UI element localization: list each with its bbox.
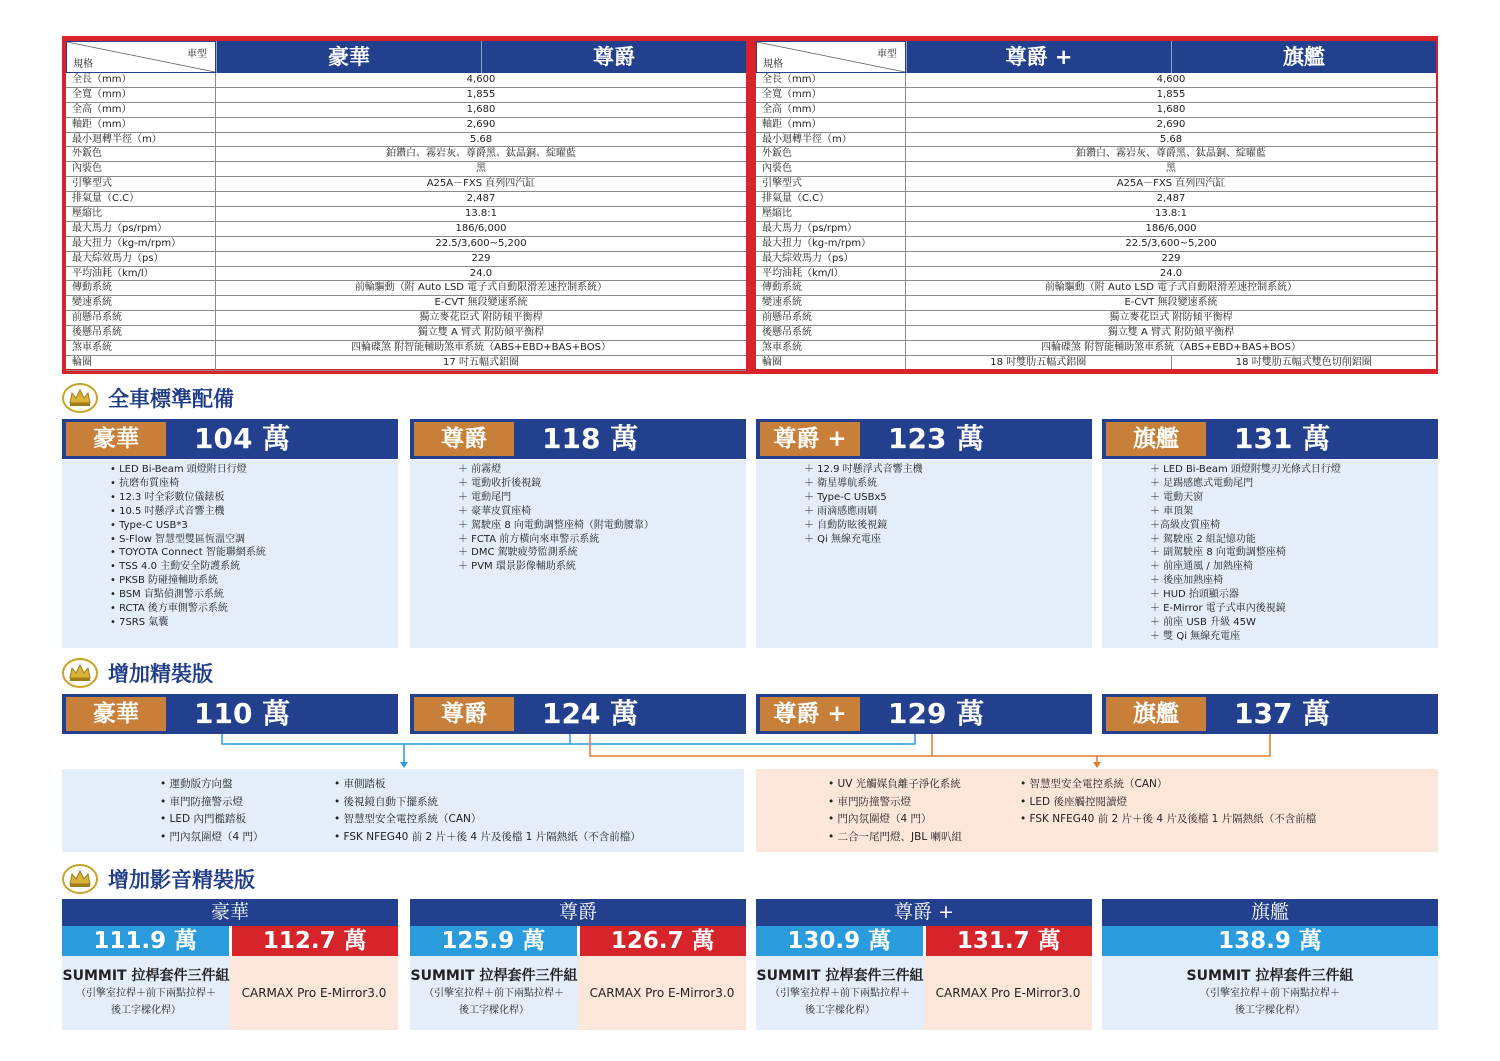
feature-item: ＋ 前霧燈 [458, 464, 502, 475]
spec-rows [66, 73, 746, 371]
av-package-card [1102, 899, 1438, 1030]
model-heading: 尊爵 + [906, 41, 1171, 73]
spec-value: 1,680 [466, 103, 496, 115]
summit-kit [410, 956, 578, 1030]
spec-row [66, 237, 746, 252]
spec-value: A25A－FXS 直列四汽缸 [1116, 178, 1226, 190]
grade-tab: 尊爵 + [760, 697, 860, 731]
crown-icon [62, 864, 98, 894]
summit-kit-line: 後工字樑化桿） [111, 1005, 181, 1016]
spec-table-right [756, 41, 1436, 369]
feature-item: • TSS 4.0 主動安全防護系統 [110, 561, 241, 573]
carmax-label: CARMAX Pro E-Mirror3.0 [578, 956, 746, 1030]
spec-value: 22.5/3,600~5,200 [435, 237, 527, 249]
spec-value: 獨立雙 A 臂式 附防傾平衡桿 [1107, 327, 1235, 339]
feature-item: ＋ 雙 Qi 無線充電座 [1150, 630, 1241, 642]
summit-kit-title: SUMMIT 拉桿套件三件組 [1186, 968, 1354, 984]
feature-item: • S-Flow 智慧型雙區恆溫空調 [110, 533, 246, 545]
spec-row [66, 207, 746, 222]
spec-key: 壓縮比 [756, 207, 906, 221]
grade-tab: 旗艦 [1106, 422, 1206, 456]
feature-item: ＋ HUD 抬頭顯示器 [1150, 589, 1239, 601]
spec-value: 5.68 [469, 133, 493, 145]
feature-item: • TOYOTA Connect 智能聯網系統 [110, 547, 266, 559]
av-price-summit: 130.9 萬 [756, 926, 926, 956]
av-package-card [62, 899, 398, 1030]
section-title-av [62, 864, 255, 894]
spec-value: 1,680 [1156, 103, 1186, 115]
feature-item: ＋ 前座 USB 升級 45W [1150, 616, 1256, 628]
av-package-card [756, 899, 1092, 1030]
grade-tab: 旗艦 [1106, 697, 1206, 731]
feature-item: ＋ 電動天窗 [1150, 491, 1204, 503]
spec-row [756, 177, 1436, 192]
upgrade-item: • 門內氛圍燈（4 門） [160, 830, 264, 843]
section-title-upgrade [62, 658, 213, 688]
spec-key: 全長（mm） [756, 73, 906, 87]
crown-icon [62, 658, 98, 688]
summit-kit-line: 後工字樑化桿） [805, 1005, 875, 1016]
upgrade-item: • LED 後座觸控閱讀燈 [1020, 795, 1127, 808]
summit-kit [756, 956, 924, 1030]
feature-item: ＋高級皮質座椅 [1150, 519, 1220, 531]
spec-row [756, 311, 1436, 326]
spec-value: 黑 [1166, 163, 1176, 175]
spec-value: 前輪驅動（附 Auto LSD 電子式自動限滑差速控制系統） [1044, 282, 1298, 294]
price-label: 131 萬 [1234, 422, 1331, 455]
feature-item: • 抗磨布質座椅 [110, 477, 180, 489]
feature-item: ＋ 電動收折後視鏡 [458, 477, 542, 489]
price-bar [410, 694, 746, 734]
price-bar [1102, 419, 1438, 459]
spec-row [66, 356, 746, 371]
price-label: 123 萬 [888, 422, 985, 455]
upgrade-list [160, 776, 264, 846]
feature-item: ＋ LED Bi-Beam 頭燈附雙刃光條式日行燈 [1150, 464, 1341, 475]
spec-value: 24.0 [469, 267, 493, 279]
spec-value: E-CVT 無段變速系統 [434, 297, 528, 309]
spec-key: 最大馬力（ps/rpm） [756, 222, 906, 236]
spec-key: 後懸吊系統 [756, 326, 906, 340]
feature-item: ＋ PVM 環景影像輔助系統 [458, 561, 576, 573]
feature-item: ＋ 車頂架 [1150, 505, 1194, 517]
spec-key: 引擎型式 [66, 177, 216, 191]
feature-item: ＋ 後座加熱座椅 [1150, 575, 1224, 587]
spec-key: 軸距（mm） [66, 118, 216, 132]
grade-tab: 尊爵 [414, 422, 514, 456]
spec-key: 最大綜效馬力（ps） [66, 252, 216, 266]
spec-value: 4,600 [466, 74, 496, 85]
feature-item: ＋ 衛星導航系統 [804, 477, 878, 489]
summit-kit-line: 後工字樑化桿） [1235, 1005, 1305, 1016]
av-package-card [410, 899, 746, 1030]
spec-value: 獨立雙 A 臂式 附防傾平衡桿 [417, 327, 545, 339]
grade-tab: 豪華 [66, 697, 166, 731]
spec-key: 最大綜效馬力（ps） [756, 252, 906, 266]
spec-value: 18 吋雙肋五幅式鋁圈 [990, 357, 1087, 368]
feature-item: ＋ 12.9 吋懸浮式音響主機 [804, 464, 923, 475]
upgrade-list [334, 776, 641, 846]
section-title-text: 增加精裝版 [108, 662, 213, 686]
av-price-carmax: 131.7 萬 [926, 926, 1093, 956]
spec-key: 最小迴轉半徑（m） [756, 133, 906, 147]
feature-item: ＋ 足踢感應式電動尾門 [1150, 477, 1254, 489]
spec-value: 獨立麥花臣式 附防傾平衡桿 [419, 312, 543, 324]
spec-value: 17 吋五幅式鋁圈 [443, 356, 519, 368]
spec-value: 5.68 [1159, 133, 1183, 145]
grade-tab: 尊爵 [414, 697, 514, 731]
summit-kit-line: 後工字樑化桿） [459, 1005, 529, 1016]
av-price-carmax: 126.7 萬 [580, 926, 747, 956]
spec-value: 四輪碟煞 附智能輔助煞車系統（ABS+EBD+BAS+BOS） [350, 342, 612, 354]
feature-item: • Type-C USB*3 [110, 519, 188, 531]
feature-item: • LED Bi-Beam 頭燈附日行燈 [110, 464, 247, 475]
price-label: 104 萬 [194, 422, 291, 455]
feature-item: ＋ FCTA 前方橫向來車警示系統 [458, 533, 600, 545]
av-price-summit: 111.9 萬 [62, 926, 232, 956]
upgrade-item: • FSK NFEG40 前 2 片＋後 4 片及後檔 1 片隔熱紙（不含前檔） [334, 830, 641, 843]
upgrade-list [828, 776, 962, 846]
spec-value: 24.0 [1159, 267, 1183, 279]
spec-row [66, 73, 746, 88]
spec-value: 獨立麥花臣式 附防傾平衡桿 [1109, 312, 1233, 324]
feature-item: ＋ E-Mirror 電子式車內後視鏡 [1150, 603, 1286, 615]
crown-icon [62, 383, 98, 413]
price-bar [1102, 694, 1438, 734]
av-grade: 尊爵 + [756, 899, 1092, 926]
spec-row [756, 237, 1436, 252]
feature-item: ＋ 副駕駛座 8 向電動調整座椅 [1150, 547, 1286, 559]
spec-row [756, 88, 1436, 103]
spec-key: 排氣量（C.C） [66, 192, 216, 206]
spec-value: 鉑鑽白、霧岩灰、尊爵黑、鈦晶銅、綻曜藍 [1076, 148, 1266, 160]
section-title-text: 增加影音精裝版 [108, 868, 255, 892]
spec-corner [66, 41, 216, 73]
spec-value: 黑 [476, 163, 486, 175]
upgrade-item: • 門內氛圍燈（4 門） [828, 813, 932, 825]
feature-item: ＋ DMC 駕駛疲勞監測系統 [458, 547, 578, 559]
upgrade-item: • 車門防撞警示燈 [160, 795, 244, 808]
feature-item: • BSM 盲點偵測警示系統 [110, 589, 224, 601]
price-bar [62, 694, 398, 734]
upgrade-list [1020, 776, 1316, 829]
spec-value: 22.5/3,600~5,200 [1125, 237, 1217, 249]
feature-item: ＋ 自動防眩後視鏡 [804, 519, 888, 531]
spec-row [756, 207, 1436, 222]
spec-row [66, 311, 746, 326]
feature-list [756, 460, 1092, 648]
spec-key: 壓縮比 [66, 207, 216, 221]
summit-kit-line: （引擎室拉桿＋前下兩點拉桿＋ [1200, 988, 1340, 999]
summit-kit [1102, 956, 1438, 1030]
upgrade-box-orange [756, 769, 1438, 852]
spec-row [66, 326, 746, 341]
spec-value: E-CVT 無段變速系統 [1124, 297, 1218, 309]
spec-key: 變速系統 [756, 296, 906, 310]
section-title-text: 全車標準配備 [108, 387, 234, 411]
spec-row [756, 192, 1436, 207]
spec-key: 傳動系統 [66, 281, 216, 295]
corner-spec-label: 規格 [73, 59, 93, 70]
spec-row [756, 252, 1436, 267]
spec-value: 前輪驅動（附 Auto LSD 電子式自動限滑差速控制系統） [354, 282, 608, 294]
price-label: 124 萬 [542, 697, 639, 730]
spec-key: 引擎型式 [756, 177, 906, 191]
spec-header [66, 41, 746, 73]
upgrade-item: • 智慧型安全電控系統（CAN） [334, 813, 482, 825]
spec-row [756, 326, 1436, 341]
spec-value: 186/6,000 [455, 222, 507, 234]
spec-key: 輪圈 [756, 356, 906, 369]
feature-list [62, 460, 398, 648]
model-heading: 豪華 [216, 41, 481, 73]
spec-row [66, 296, 746, 311]
carmax-label: CARMAX Pro E-Mirror3.0 [230, 956, 398, 1030]
spec-key: 最小迴轉半徑（m） [66, 133, 216, 147]
spec-key: 軸距（mm） [756, 118, 906, 132]
spec-key: 內裝色 [66, 162, 216, 176]
feature-list [1102, 460, 1438, 648]
upgrade-item: • 二合一尾門燈、JBL 喇叭組 [828, 830, 963, 843]
spec-row-wheel [756, 356, 1436, 369]
spec-value: 1,855 [1156, 88, 1186, 100]
spec-key: 前懸吊系統 [756, 311, 906, 325]
price-label: 137 萬 [1234, 697, 1331, 730]
upgrade-item: • 智慧型安全電控系統（CAN） [1020, 778, 1168, 790]
spec-row [66, 267, 746, 282]
feature-item: • 10.5 吋懸浮式音響主機 [110, 505, 225, 517]
spec-value: 4,600 [1156, 74, 1186, 85]
spec-row [66, 103, 746, 118]
spec-key: 全高（mm） [756, 103, 906, 117]
spec-key: 排氣量（C.C） [756, 192, 906, 206]
av-grade: 豪華 [62, 899, 398, 926]
spec-row [66, 162, 746, 177]
spec-row [66, 281, 746, 296]
spec-value: 229 [471, 252, 491, 264]
spec-value: 13.8:1 [1155, 208, 1187, 220]
price-bar [756, 694, 1092, 734]
spec-rows [756, 73, 1436, 356]
spec-row [66, 192, 746, 207]
spec-key: 全長（mm） [66, 73, 216, 87]
spec-key: 變速系統 [66, 296, 216, 310]
spec-row [66, 252, 746, 267]
upgrade-item: • LED 內門檻踏板 [160, 813, 246, 825]
spec-value: 18 吋雙肋五幅式雙色切削鋁圈 [1171, 356, 1437, 369]
corner-model-label: 車型 [187, 49, 207, 60]
spec-row [66, 147, 746, 162]
spec-key: 後懸吊系統 [66, 326, 216, 340]
spec-row [756, 222, 1436, 237]
spec-key: 全寬（mm） [756, 88, 906, 102]
spec-row [66, 133, 746, 148]
spec-row [756, 296, 1436, 311]
spec-key: 煞車系統 [66, 341, 216, 355]
feature-item: ＋ 駕駛座 2 組記憶功能 [1150, 533, 1256, 545]
feature-item: • 7SRS 氣囊 [110, 616, 169, 628]
model-heading: 旗艦 [1171, 41, 1436, 73]
spec-value: 13.8:1 [465, 208, 497, 220]
spec-key: 最大馬力（ps/rpm） [66, 222, 216, 236]
spec-row [66, 177, 746, 192]
feature-item: ＋ 雨滴感應雨刷 [804, 505, 878, 517]
spec-value: A25A－FXS 直列四汽缸 [426, 178, 536, 190]
spec-value: 229 [1161, 252, 1181, 264]
spec-corner [756, 41, 906, 73]
spec-value: 1,855 [466, 88, 496, 100]
spec-row [756, 162, 1436, 177]
spec-key: 全寬（mm） [66, 88, 216, 102]
model-heading: 尊爵 [481, 41, 746, 73]
price-label: 110 萬 [194, 697, 291, 730]
av-price-carmax: 112.7 萬 [232, 926, 399, 956]
spec-key: 平均油耗（km/l） [756, 267, 906, 281]
spec-key: 煞車系統 [756, 341, 906, 355]
spec-row [756, 103, 1436, 118]
spec-key: 外鈑色 [66, 147, 216, 161]
spec-key: 前懸吊系統 [66, 311, 216, 325]
spec-row [66, 118, 746, 133]
spec-row [66, 341, 746, 356]
section-title-standard [62, 383, 234, 413]
spec-row [756, 118, 1436, 133]
feature-item: ＋ Type-C USBx5 [804, 491, 887, 503]
grade-tab: 尊爵 + [760, 422, 860, 456]
price-label: 129 萬 [888, 697, 985, 730]
spec-key: 外鈑色 [756, 147, 906, 161]
spec-row [66, 222, 746, 237]
price-bar [410, 419, 746, 459]
summit-kit-line: （引擎室拉桿＋前下兩點拉桿＋ [76, 988, 216, 999]
upgrade-item: • 後視鏡自動下擺系統 [334, 795, 439, 808]
spec-value: 四輪碟煞 附智能輔助煞車系統（ABS+EBD+BAS+BOS） [1040, 342, 1302, 354]
spec-row [756, 147, 1436, 162]
spec-row [756, 281, 1436, 296]
spec-value: 2,690 [1156, 118, 1186, 130]
spec-key: 輪圈 [66, 356, 216, 370]
feature-item: ＋ 駕駛座 8 向電動調整座椅（附電動腰靠） [458, 519, 654, 531]
grade-tab: 豪華 [66, 422, 166, 456]
spec-row [756, 133, 1436, 148]
carmax-label: CARMAX Pro E-Mirror3.0 [924, 956, 1092, 1030]
spec-row [756, 341, 1436, 356]
connector-lines [0, 734, 1500, 770]
spec-key: 平均油耗（km/l） [66, 267, 216, 281]
upgrade-item: • 運動版方向盤 [160, 778, 233, 790]
feature-item: • PKSB 防碰撞輔助系統 [110, 575, 219, 587]
spec-key: 傳動系統 [756, 281, 906, 295]
price-bar [62, 419, 398, 459]
price-bar [756, 419, 1092, 459]
upgrade-item: • UV 光觸媒負離子淨化系統 [828, 778, 961, 790]
upgrade-item: • 車門防撞警示燈 [828, 795, 912, 808]
price-label: 118 萬 [542, 422, 639, 455]
spec-key: 最大扭力（kg-m/rpm） [66, 237, 216, 251]
corner-spec-label: 規格 [763, 59, 783, 70]
spec-row [756, 73, 1436, 88]
spec-key: 內裝色 [756, 162, 906, 176]
spec-key: 最大扭力（kg-m/rpm） [756, 237, 906, 251]
summit-kit-line: （引擎室拉桿＋前下兩點拉桿＋ [424, 988, 564, 999]
upgrade-item: • 車側踏板 [334, 778, 386, 790]
feature-item: • RCTA 後方車側警示系統 [110, 603, 228, 615]
spec-value: 2,487 [466, 193, 496, 205]
feature-item: ＋ 電動尾門 [458, 491, 512, 503]
spec-value: 2,487 [1156, 193, 1186, 205]
spec-header [756, 41, 1436, 73]
av-grade: 尊爵 [410, 899, 746, 926]
spec-row [756, 267, 1436, 282]
feature-list [410, 460, 746, 648]
summit-kit-title: SUMMIT 拉桿套件三件組 [756, 968, 924, 984]
corner-model-label: 車型 [877, 49, 897, 60]
av-grade: 旗艦 [1102, 899, 1438, 926]
upgrade-item: • FSK NFEG40 前 2 片＋後 4 片及後檔 1 片隔熱紙（不含前檔 [1020, 813, 1317, 825]
feature-item: ＋ 豪華皮質座椅 [458, 505, 532, 517]
av-price-summit: 125.9 萬 [410, 926, 580, 956]
feature-item: ＋ 前座通風 / 加熱座椅 [1150, 561, 1253, 573]
summit-kit-title: SUMMIT 拉桿套件三件組 [62, 968, 230, 984]
upgrade-box-blue [62, 769, 744, 852]
spec-table-left [66, 41, 746, 369]
summit-kit [62, 956, 230, 1030]
feature-item: ＋ Qi 無線充電座 [804, 533, 882, 545]
summit-kit-title: SUMMIT 拉桿套件三件組 [410, 968, 578, 984]
feature-item: • 12.3 吋全彩數位儀錶板 [110, 491, 225, 503]
spec-row [66, 88, 746, 103]
spec-value: 2,690 [466, 118, 496, 130]
spec-table-frame [62, 36, 1438, 374]
spec-key: 全高（mm） [66, 103, 216, 117]
summit-kit-line: （引擎室拉桿＋前下兩點拉桿＋ [770, 988, 910, 999]
spec-value: 鉑鑽白、霧岩灰、尊爵黑、鈦晶銅、綻曜藍 [386, 148, 576, 160]
spec-value: 186/6,000 [1145, 222, 1197, 234]
av-price-summit: 138.9 萬 [1102, 926, 1438, 956]
